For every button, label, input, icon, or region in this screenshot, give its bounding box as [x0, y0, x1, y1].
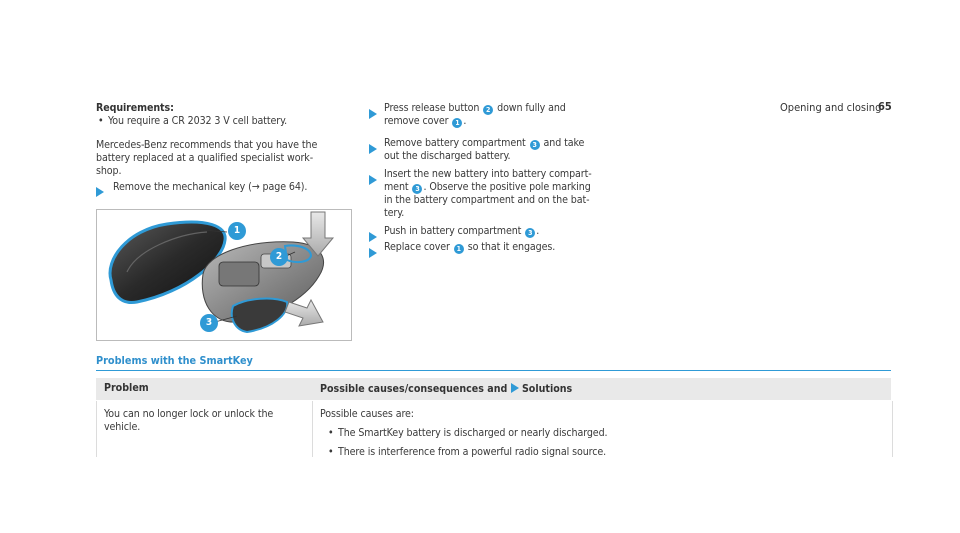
- cause-item: • The SmartKey battery is discharged or nearly discharged.: [326, 427, 880, 440]
- col-header-problem: Problem: [104, 382, 149, 394]
- step-replace-cover: Replace cover 1 so that it engages.: [384, 241, 556, 253]
- key-battery-figure: [96, 209, 352, 341]
- callout-2: 2: [270, 248, 288, 266]
- callout-ref: 2: [483, 105, 493, 115]
- requirements-block: [96, 102, 346, 128]
- note-line: Mercedes-Benz recommends that you have the: [96, 139, 318, 151]
- callout-ref: 3: [525, 228, 535, 238]
- step-remove-compartment: Remove battery compartment 3 and take out the discharged battery.: [384, 137, 585, 162]
- step-push-compartment: Push in battery compartment 3 .: [384, 225, 540, 237]
- callout-ref: 3: [412, 184, 422, 194]
- section-title: Problems with the SmartKey: [96, 354, 253, 367]
- causes-list: [320, 427, 880, 459]
- col-header-solutions: Possible causes/consequences and Solutions: [320, 383, 573, 395]
- requirement-item: • You require a CR 2032 3 V cell battery.: [96, 115, 346, 128]
- requirements-title: Requirements:: [96, 102, 174, 114]
- column-divider: [312, 401, 313, 457]
- cause-item: • There is interference from a powerful radio signal source.: [326, 446, 880, 459]
- page-number: 65: [878, 100, 892, 113]
- step-arrow-icon: [96, 182, 104, 201]
- step-press-release: Press release button 2 down fully and remove cover 1 .: [384, 102, 566, 127]
- section-divider: [96, 370, 891, 371]
- causes-intro: Possible causes are:: [320, 408, 414, 420]
- step-insert-battery: Insert the new battery into battery compart- ment 3 . Observe the positive pole marking in the battery compartment and on the bat- tery.: [384, 168, 592, 219]
- solution-arrow-icon: [511, 383, 519, 393]
- callout-1: 1: [228, 222, 246, 240]
- causes-cell: [320, 408, 880, 459]
- callout-ref: 1: [452, 118, 462, 128]
- requirements-list: [96, 115, 346, 128]
- note-line: battery replaced at a qualified specialist work-: [96, 152, 314, 164]
- arrow-right-icon: →: [251, 181, 260, 193]
- callout-ref: 1: [454, 244, 464, 254]
- step-arrow-icon: [369, 170, 377, 189]
- table-header: [96, 378, 891, 400]
- step-remove-key: Remove the mechanical key (→ page 64).: [113, 181, 308, 193]
- callout-ref: 3: [530, 140, 540, 150]
- step-arrow-icon: [369, 139, 377, 158]
- callout-3: 3: [200, 314, 218, 332]
- note-line: shop.: [96, 165, 122, 177]
- step-arrow-icon: [369, 104, 377, 123]
- step-arrow-icon: [369, 243, 377, 262]
- recommendation-note: [96, 139, 346, 178]
- smartkey-illustration-icon: [97, 210, 351, 340]
- problem-cell: You can no longer lock or unlock the vehicle.: [104, 408, 274, 433]
- running-header: Opening and closing: [780, 101, 882, 114]
